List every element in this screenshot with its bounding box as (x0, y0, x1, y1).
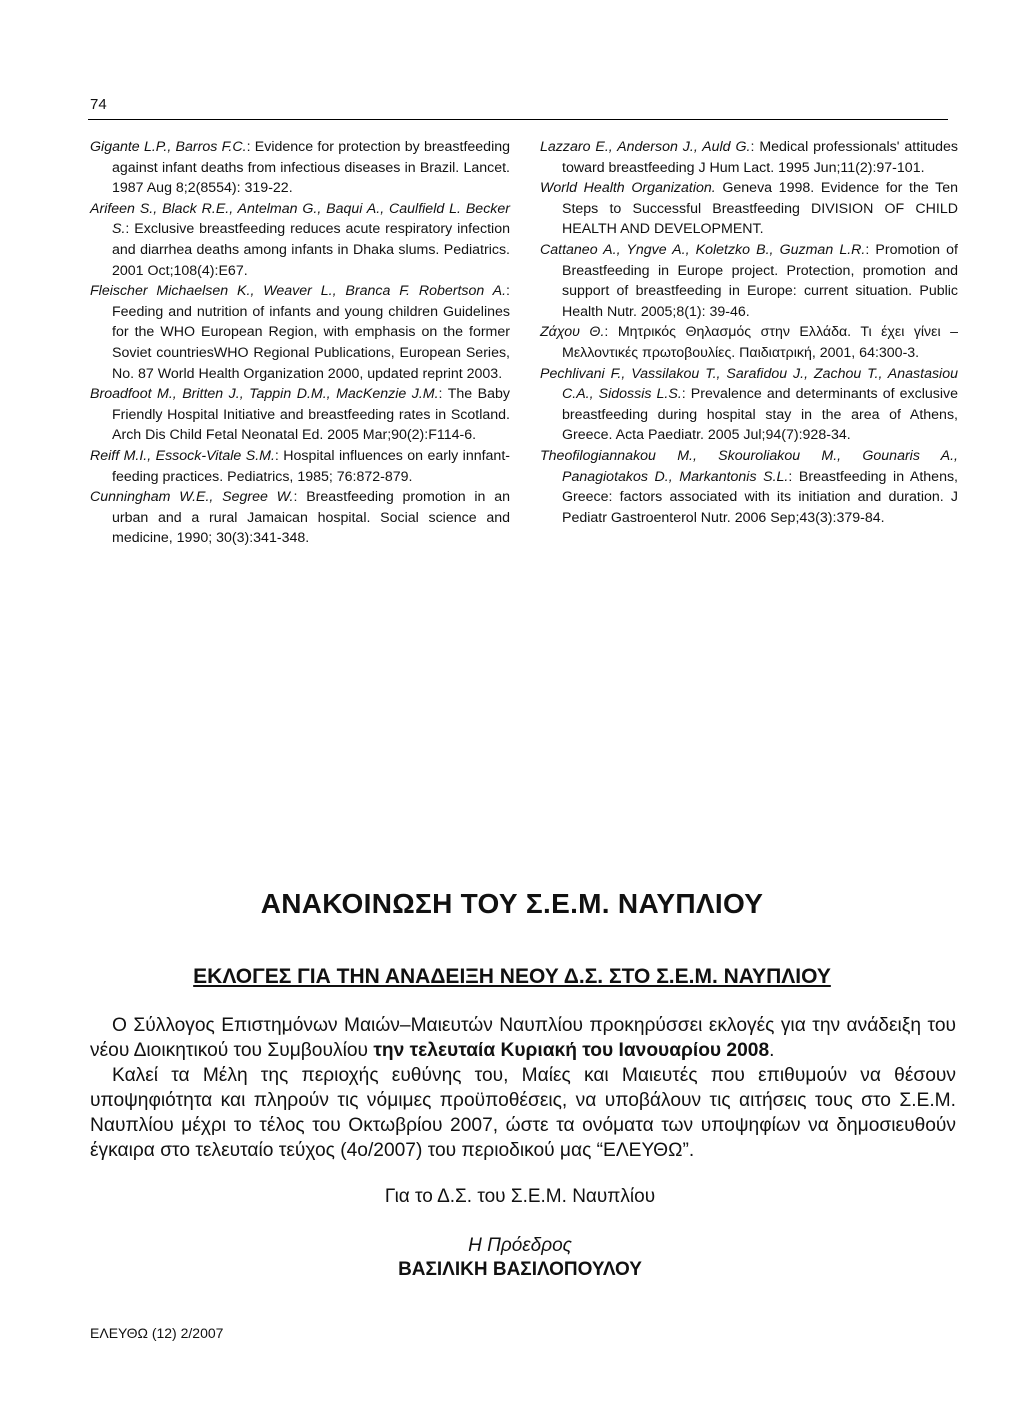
announcement-paragraph-2: Καλεί τα Μέλη της περιοχής ευθύνης του, Μαίες και Μαιευτές που επιθυμούν να θέσουν υποψηφιότητα και πληρούν τις νόμιμες προϋποθέσεις, να υποβάλουν τις αιτήσεις τους στο Σ.Ε.Μ. Ναυπλίου μέχρι το τέλος του Οκτωβρίου 2007, ώστε τα ονόματα των υποψηφίων να δημοσιευθούν έγκαιρα στο τελευταίο τεύχος (4ο/2007) του περιοδικού μας “ΕΛΕΥΘΩ”. (90, 1065, 956, 1161)
reference-text: : Feeding and nutrition of infants and young children Guidelines for the WHO European Region, with emphasis on the former Soviet countriesWHO Regional Publications, European Series, No. 87 World Health Organization 2000, updated reprint 2003. (112, 283, 510, 382)
announcement-subtitle: ΕΚΛΟΓΕΣ ΓΙΑ ΤΗΝ ΑΝΑΔΕΙΞΗ ΝΕΟΥ Δ.Σ. ΣΤΟ Σ.Ε.Μ. ΝΑΥΠΛΙΟΥ (193, 965, 831, 988)
reference-authors: Arifeen S., Black R.E., Antelman G., Baqui A., Caulfield L. Becker S. (90, 200, 510, 238)
reference-item (90, 446, 510, 487)
reference-text: : The Baby Friendly Hospital Initiative and breastfeeding rates in Scotland. Arch Dis Child Fetal Neonatal Ed. 2005 Mar;90(2):F114-6. (112, 386, 510, 444)
reference-text: : Breastfeeding promotion in an urban and a rural Jamaican hospital. Social science and medicine, 1990; 30(3):341-348. (112, 489, 511, 547)
reference-text: : Exclusive breastfeeding reduces acute respiratory infection and diarrhea deaths among infants in Dhaka slums. Pediatrics. 2001 Oct;108(4):E67. (112, 221, 510, 279)
reference-item (540, 322, 958, 363)
reference-text: : Breastfeeding in Athens, Greece: factors associated with its initiation and duration. J Pediatr Gastroenterol Nutr. 2006 Sep;43(3):379-84. (562, 468, 958, 526)
reference-item (90, 137, 510, 199)
election-date-text: την τελευταία Κυριακή του Ιανουαρίου 2008 (373, 1040, 770, 1061)
reference-item (540, 240, 958, 322)
reference-text: : Prevalence and determinants of exclusive breastfeeding during hospital stay in the area of Athens, Greece. Acta Paediatr. 2005 Jul;94(7):928-34. (562, 386, 959, 444)
reference-text: Geneva 1998. Evidence for the Ten Steps to Successful Breastfeeding DIVISION OF CHILD HEALTH AND DEVELOPMENT. (562, 180, 958, 238)
reference-authors: Ζάχου Θ. (540, 324, 605, 341)
announcement-paragraph-1 (90, 1013, 956, 1063)
reference-authors: Cunningham W.E., Segree W. (90, 489, 294, 506)
reference-item (540, 446, 958, 528)
signature-organization: Για το Δ.Σ. του Σ.Ε.Μ. Ναυπλίου (384, 1186, 656, 1207)
reference-item (540, 137, 958, 178)
paragraph-text: Ο Σύλλογος Επιστημόνων Μαιών–Μαιευτών Ναυπλίου προκηρύσσει εκλογές για την ανάδειξη του νέου Διοικητικού του Συμβουλίου (90, 1015, 956, 1061)
reference-text: : Μητρικός Θηλασμός στην Ελλάδα. Τι έχει γίνει – Μελλοντικές πρωτοβουλίες. Παιδιατρική, 2001, 64:300-3. (562, 324, 958, 361)
reference-authors: Broadfoot M., Britten J., Tappin D.M., MacKenzie J.M. (90, 386, 439, 403)
reference-authors: Gigante L.P., Barros F.C. (90, 139, 247, 155)
references-right-column (540, 137, 958, 528)
reference-authors: Theofilogiannakou M., Skouroliakou M., Gounaris A., Panagiotakos D., Markantonis S.L. (540, 447, 958, 485)
announcement-title: ΑΝΑΚΟΙΝΩΣΗ ΤΟΥ Σ.Ε.Μ. ΝΑΥΠΛΙΟΥ (260, 888, 764, 919)
reference-item (540, 364, 958, 446)
reference-text: : Medical professionals' attitudes toward breastfeeding J Hum Lact. 1995 Jun;11(2):97-101. (562, 139, 958, 176)
signature-role: Η Πρόεδρος (468, 1235, 572, 1256)
reference-authors: Reiff M.I., Essock-Vitale S.M. (90, 447, 275, 464)
signature-name: ΒΑΣΙΛΙΚΗ ΒΑΣΙΛΟΠΟΥΛΟΥ (398, 1259, 642, 1280)
reference-item (90, 199, 510, 281)
reference-authors: World Health Organization. (540, 180, 716, 197)
reference-authors: Pechlivani F., Vassilakou T., Sarafidou J., Zachou T., Anastasiou C.A., Sidossis L.S. (540, 365, 958, 403)
page-footer: ΕΛΕΥΘΩ (12) 2/2007 (90, 1325, 224, 1341)
reference-authors: Cattaneo A., Yngve A., Koletzko B., Guzman L.R. (540, 241, 866, 258)
reference-item (90, 487, 510, 549)
header-rule (88, 119, 948, 120)
reference-item (90, 384, 510, 446)
paragraph-end: . (769, 1040, 775, 1061)
reference-text: : Promotion of Breastfeeding in Europe project. Protection, promotion and support of breastfeeding in Europe: current situation. Public Health Nutr. 2005;8(1): 39-46. (562, 241, 958, 320)
reference-item (540, 178, 958, 240)
reference-authors: Fleischer Michaelsen K., Weaver L., Branca F. Robertson A. (90, 283, 507, 300)
reference-text: : Hospital influences on early innfant-feeding practices. Pediatrics, 1985; 76:872-879. (112, 447, 510, 485)
references-left-column (90, 137, 510, 549)
page-number: 74 (90, 96, 107, 113)
reference-authors: Lazzaro E., Anderson J., Auld G. (540, 139, 751, 155)
reference-item (90, 281, 510, 384)
reference-text: : Evidence for protection by breastfeeding against infant deaths from infectious diseases in Brazil. Lancet. 1987 Aug 8;2(8554): 319-22. (112, 139, 510, 197)
